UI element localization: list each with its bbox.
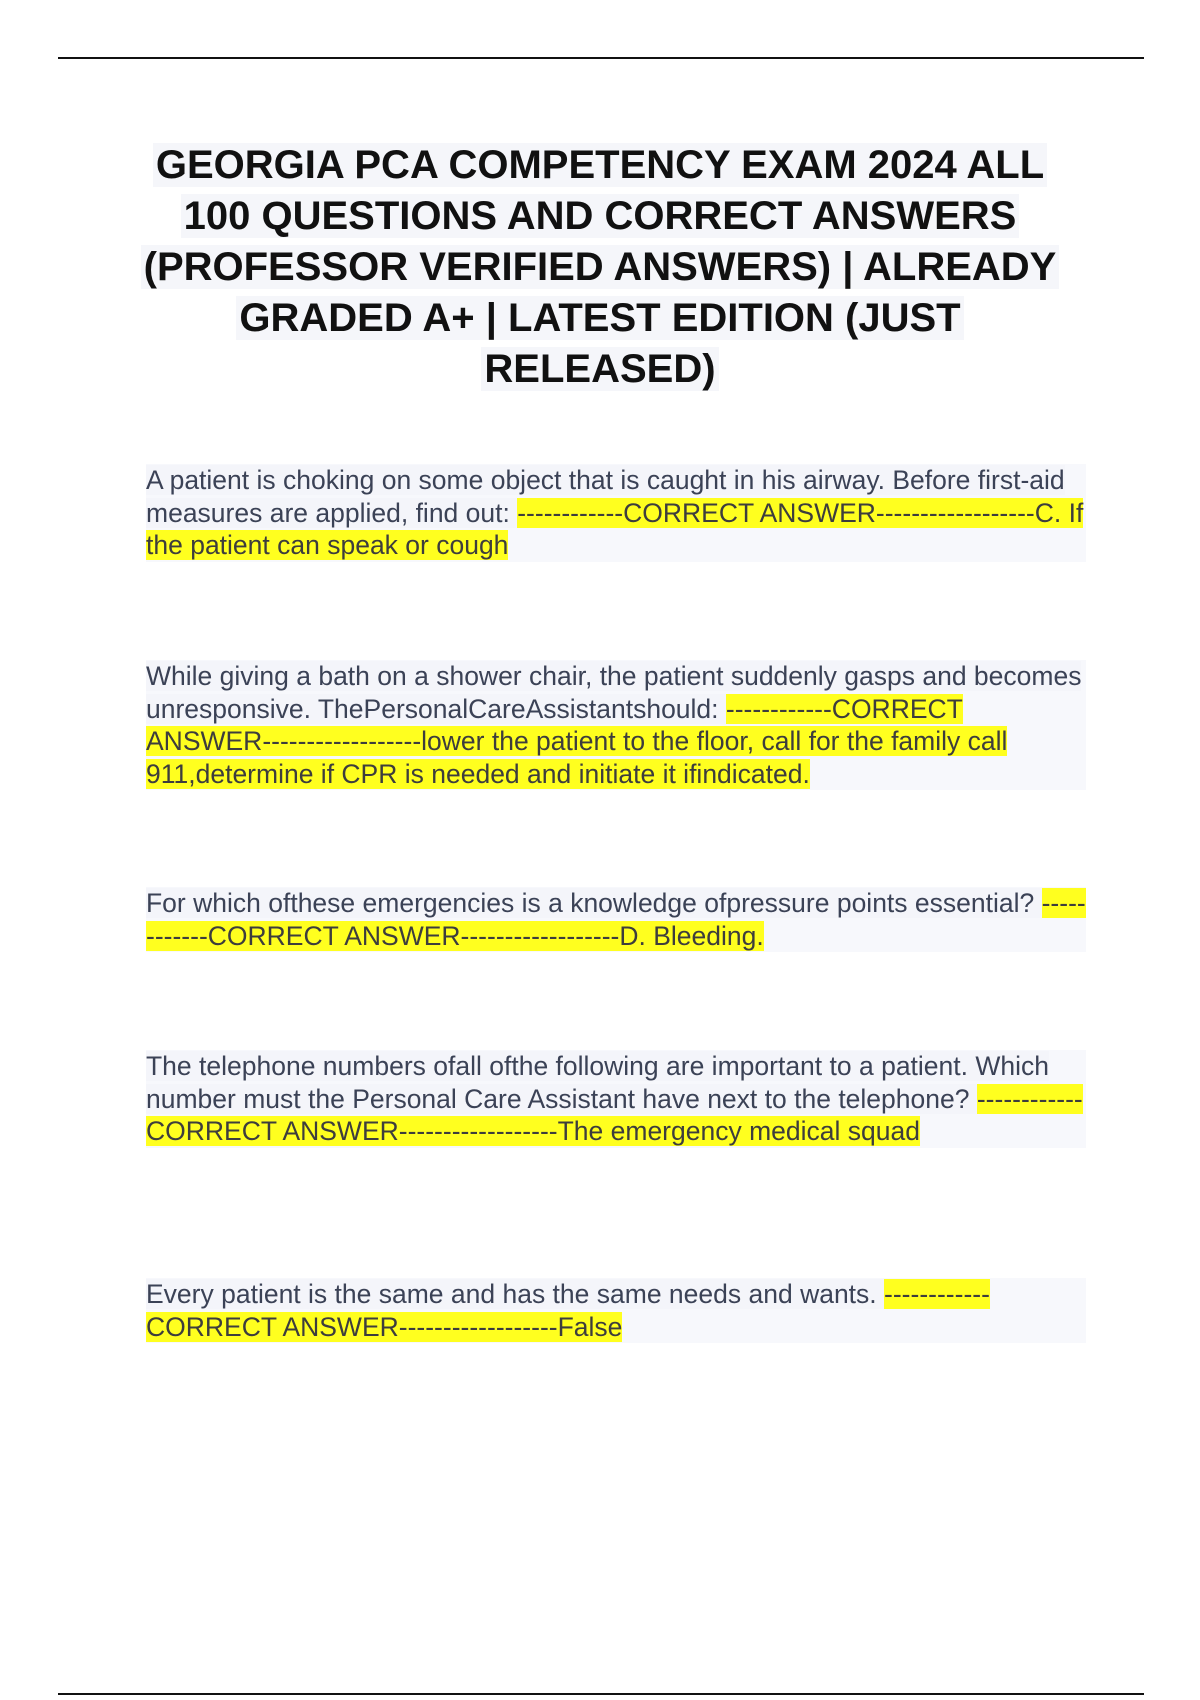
qa-item-3 [146,887,1086,952]
question-text: While giving a bath on a shower chair, the patient suddenly gasps and becomes unresponsive. ThePersonalCareAssistantshould: [146,661,1082,724]
document-title-block [140,140,1060,395]
top-rule [58,57,1144,59]
correct-answer: ------------CORRECT ANSWER------------------C. If the patient can speak or cough [146,497,1084,560]
question-text: For which ofthese emergencies is a knowledge ofpressure points essential? [146,888,1042,918]
qa-item-5 [146,1278,1086,1343]
correct-answer: ------------CORRECT ANSWER------------------lower the patient to the floor, call for the family call 911,determine if CPR is needed and initiate it ifindicated. [146,693,1008,789]
qa-item-2 [146,660,1086,790]
question-text: Every patient is the same and has the same needs and wants. [146,1279,885,1309]
question-text: A patient is choking on some object that is caught in his airway. Before first-aid measures are applied, find out: [146,465,1065,528]
correct-answer: ------------CORRECT ANSWER------------------The emergency medical squad [146,1083,1083,1146]
correct-answer: ------------CORRECT ANSWER------------------False [146,1279,990,1342]
qa-item-4 [146,1050,1086,1148]
qa-item-1 [146,464,1086,562]
correct-answer: ------------CORRECT ANSWER------------------D. Bleeding. [146,888,1086,951]
bottom-rule [58,1693,1144,1695]
question-text: The telephone numbers ofall ofthe following are important to a patient. Which number must the Personal Care Assistant have next to the telephone? [146,1051,1049,1114]
document-title: GEORGIA PCA COMPETENCY EXAM 2024 ALL 100 QUESTIONS AND CORRECT ANSWERS (PROFESSOR VERIFIED ANSWERS) | ALREADY GRADED A+ | LATEST EDITION (JUST RELEASED) [141,143,1060,391]
